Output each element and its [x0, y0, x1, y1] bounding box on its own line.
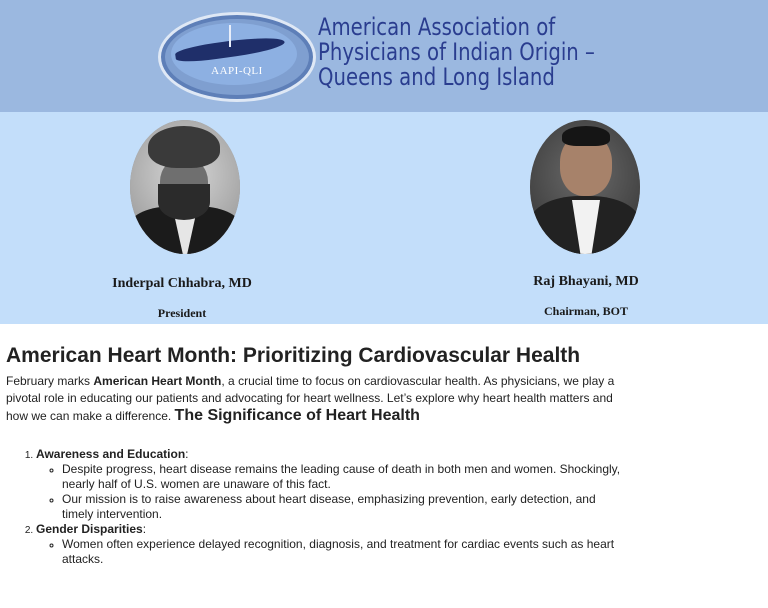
- president-photo: [130, 120, 240, 254]
- list-item: ◦ Despite progress, heart disease remains the leading cause of death in both men and women. Shockingly, nearly half of U.S. women are unaware of this fact.: [62, 462, 626, 492]
- intro-bold-text: American Heart Month: [93, 374, 222, 388]
- org-title-line-3: Queens and Long Island: [318, 63, 555, 91]
- caduceus-icon: [229, 25, 245, 47]
- org-title-line-2: Physicians of Indian Origin –: [318, 38, 595, 66]
- header-banner: [0, 0, 768, 112]
- intro-text-end: , a crucial time to focus on cardiovascular health. As physicians, we play a pivotal role in educating our patients and advocating for heart wellness. Let’s explore why heart health matters and how we can make a difference.: [6, 374, 615, 423]
- point-title: Gender Disparities: [36, 522, 143, 536]
- key-points-list: [6, 447, 626, 567]
- organization-title: [318, 15, 679, 90]
- chairman-name: Raj Bhayani, MD: [533, 274, 639, 289]
- list-item: ◦ Women often experience delayed recognition, diagnosis, and treatment for cardiac events such as heart attacks.: [62, 537, 626, 567]
- section-heading: The Significance of Heart Health: [174, 407, 420, 424]
- article-title: American Heart Month: Prioritizing Cardiovascular Health: [6, 344, 581, 367]
- point-title: Awareness and Education: [36, 447, 186, 461]
- leadership-section: [0, 112, 768, 324]
- list-item: 2. Gender Disparities: ◦ Women often experience delayed recognition, diagnosis, and treatment for cardiac events such as heart attacks.: [36, 522, 626, 567]
- article-intro: [6, 373, 626, 425]
- list-item: ◦ Our mission is to raise awareness about heart disease, emphasizing prevention, early detection, and timely intervention.: [62, 492, 626, 522]
- aapi-qli-logo: [158, 12, 316, 102]
- org-title-line-1: American Association of: [318, 13, 556, 41]
- chairman-role: Chairman, BOT: [543, 304, 628, 318]
- president-role: President: [157, 306, 207, 320]
- president-name: Inderpal Chhabra, MD: [112, 276, 252, 291]
- bullet-list: [36, 537, 626, 567]
- bullet-list: [36, 462, 626, 522]
- intro-text-start: February marks: [6, 374, 94, 388]
- logo-text: AAPI-QLI: [211, 65, 263, 77]
- article: [6, 324, 626, 567]
- list-item: 1. Awareness and Education: ◦ Despite progress, heart disease remains the leading cause of death in both men and women. Shockingly, nearly half of U.S. women are unaware of this fact. ◦ Our mission is to raise awareness about heart disease, emphasizing prevention, early detection, and timely intervention.: [36, 447, 626, 522]
- chairman-photo: [530, 120, 640, 254]
